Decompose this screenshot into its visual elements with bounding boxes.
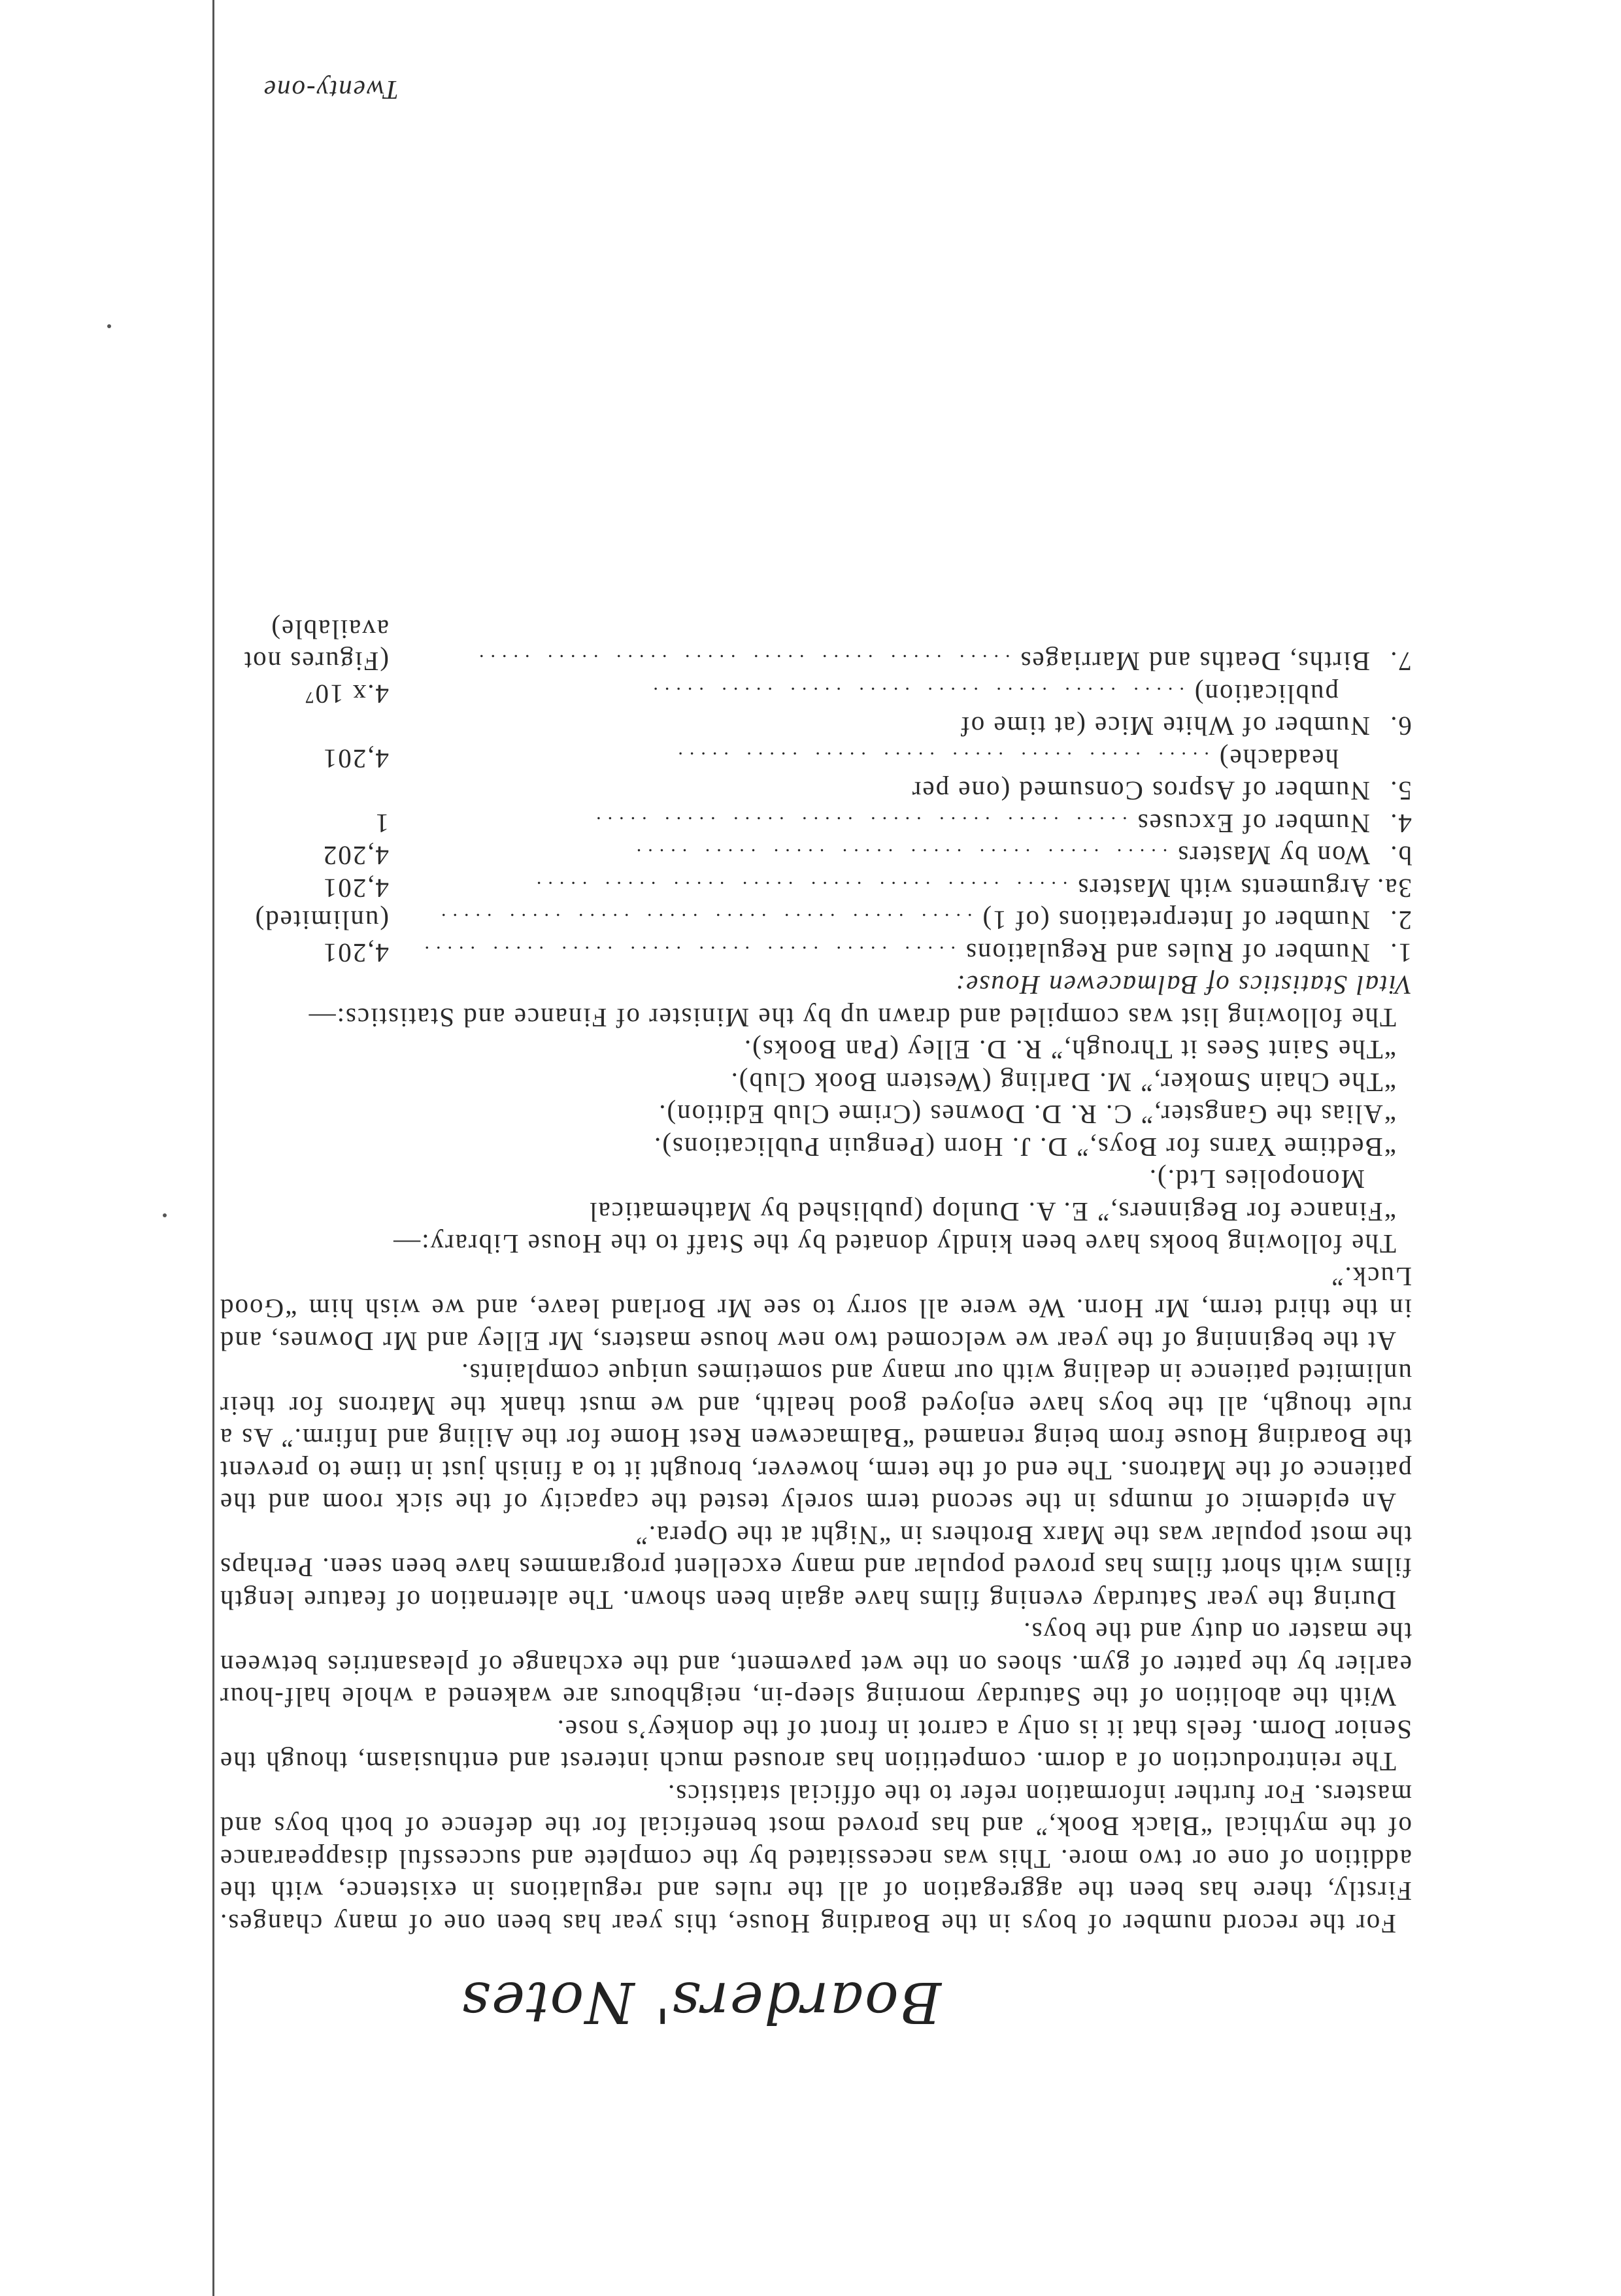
stat-row xyxy=(219,904,1412,937)
paragraph: During the year Saturday evening films have again been shown. The alternation of feature length films with short films has proved popular and many excellent programmes have been seen. Perhaps the most popular was the Marx Brothers in “Night at the Opera.” xyxy=(219,1521,1412,1615)
stat-label: Births, Deaths and Marriages xyxy=(1019,647,1370,677)
stat-row xyxy=(219,775,1412,807)
stat-value: 4,201 xyxy=(322,938,389,968)
stats-list xyxy=(219,613,1412,970)
stat-row xyxy=(219,645,1412,678)
stat-label: Won by Masters xyxy=(1177,841,1370,871)
page-title: Boarders' Notes xyxy=(460,1969,941,2034)
stat-row xyxy=(219,807,1412,840)
paragraph: The following books have been kindly donated by the Staff to the House Library:— xyxy=(392,1229,1396,1260)
leader-dots: ..... ..... ..... ..... ..... ..... ..... ..... xyxy=(629,845,1168,867)
paragraph: At the beginning of the year we welcomed two new house masters, Mr Elley and Mr Downes, and in the third term, Mr Horn. We were all sorry to see Mr Borland leave, and we wish him “Good Luck.” xyxy=(219,1262,1412,1357)
leader-dots: ..... ..... ..... ..... ..... ..... ..... ..... xyxy=(646,683,1184,705)
stats-intro: The following list was compiled and drawn up by the Minister of Finance and Statistics:— xyxy=(307,1003,1396,1033)
scan-speck xyxy=(163,1213,167,1217)
stat-value: 4,201 xyxy=(322,744,389,774)
stat-value: 4,201 xyxy=(322,873,389,903)
stat-row xyxy=(219,872,1412,905)
stat-number: 1. xyxy=(1389,938,1412,968)
leader-dots: ..... ..... ..... ..... ..... ..... ..... ..... xyxy=(529,877,1068,899)
book-entry xyxy=(219,1163,1412,1228)
stat-row xyxy=(219,743,1412,775)
stat-row xyxy=(219,613,1412,646)
stat-label-continued: publication) xyxy=(1193,679,1339,709)
stat-value: (Figures not xyxy=(242,647,389,677)
stat-row xyxy=(219,937,1412,970)
stat-label: Number of Excuses xyxy=(1136,809,1370,839)
stat-number: 5. xyxy=(1389,776,1412,807)
stat-label-continued: headache) xyxy=(1218,744,1339,774)
page-number: Twenty-one xyxy=(262,75,399,105)
stat-label: Number of White Mice (at time of xyxy=(960,711,1370,742)
paragraph: For the record number of boys in the Boarding House, this year has been one of many changes. Firstly, there has been the aggregation of all the rules and regulations in existence, with the addition of one or two more. This was necessitated by the complete and successful disappearance of the mythical “Black Book,” and has proved most beneficial for the defence of both boys and masters. For further information refer to the official statistics. xyxy=(219,1780,1412,1939)
binding-rule xyxy=(212,0,214,2296)
paragraph: The reintroduction of a dorm. competition has aroused much interest and enthusiasm, though the Senior Dorm. feels that it is only a carrot in front of the donkey’s nose. xyxy=(219,1715,1412,1778)
leader-dots: ..... ..... ..... ..... ..... ..... ..... ..... xyxy=(473,650,1011,673)
stat-row xyxy=(219,839,1412,872)
book-line: “Finance for Beginners,” E. A. Dunlop (published by Mathematical xyxy=(588,1197,1396,1227)
stat-label: Number of Interpretations (of 1) xyxy=(981,905,1370,936)
book-entry: “The Chain Smoker,” M. Darling (Western Book Club). xyxy=(729,1068,1396,1098)
book-entry: “Bedtime Yarns for Boys,” D. J. Horn (Penguin Publications). xyxy=(653,1132,1396,1162)
leader-dots: ..... ..... ..... ..... ..... ..... ..... ..... xyxy=(671,748,1209,769)
stat-label: Arguments with Masters xyxy=(1077,873,1370,903)
stat-number: 3a. xyxy=(1376,873,1412,903)
leader-dots: ..... ..... ..... ..... ..... ..... ..... ..... xyxy=(434,909,973,932)
stat-number: b. xyxy=(1389,841,1412,871)
stat-value: 1 xyxy=(374,809,389,839)
stat-label: Number of Rules and Regulations xyxy=(965,938,1370,968)
stat-value: 4,202 xyxy=(322,841,389,871)
stats-heading: Vital Statistics of Balmacewen House: xyxy=(954,970,1412,1001)
stat-number: 2. xyxy=(1389,905,1412,936)
leader-dots: ..... ..... ..... ..... ..... ..... ..... ..... xyxy=(590,813,1128,834)
stat-number: 6. xyxy=(1389,711,1412,742)
paragraph: An epidemic of mumps in the second term sorely tested the capacity of the sick room and the patience of the Matrons. The end of the term, however, brought it to a finish just in time to prevent the Boarding House from being renamed “Balmacewen Rest Home for the Ailing and Infirm.” As a rule though, all the boys have enjoyed good health, and we must thank the Matrons for their unlimited patience in dealing with our many and sometimes unique complaints. xyxy=(219,1359,1412,1519)
book-line-continued: Monopolies Ltd.). xyxy=(1148,1164,1365,1195)
book-entry: “Alias the Gangster,” C. R. D. Downes (Crime Club Edition). xyxy=(658,1100,1396,1130)
scan-speck xyxy=(107,324,111,328)
stat-label: Number of Aspros Consumed (one per xyxy=(911,776,1370,807)
paragraph: With the abolition of the Saturday morning sleep-in, neighbours are wakened a whole half-hour earlier by the patter of gym. shoes on the wet pavement, and the exchange of pleasantries between the master on duty and the boys. xyxy=(219,1617,1412,1713)
stat-row xyxy=(219,678,1412,711)
stat-number: 7. xyxy=(1389,647,1412,677)
stat-value-continued: available) xyxy=(270,615,389,645)
leader-dots: ..... ..... ..... ..... ..... ..... ..... ..... xyxy=(418,942,956,964)
article-body xyxy=(219,613,1412,1940)
stat-value: 4.x 10⁷ xyxy=(303,679,389,709)
book-entry: “The Saint Sees it Through,” R. D. Elley (Pan Books). xyxy=(743,1035,1396,1066)
stat-value: (unlimited) xyxy=(254,905,389,936)
stat-number: 4. xyxy=(1389,809,1412,839)
stat-row xyxy=(219,710,1412,743)
